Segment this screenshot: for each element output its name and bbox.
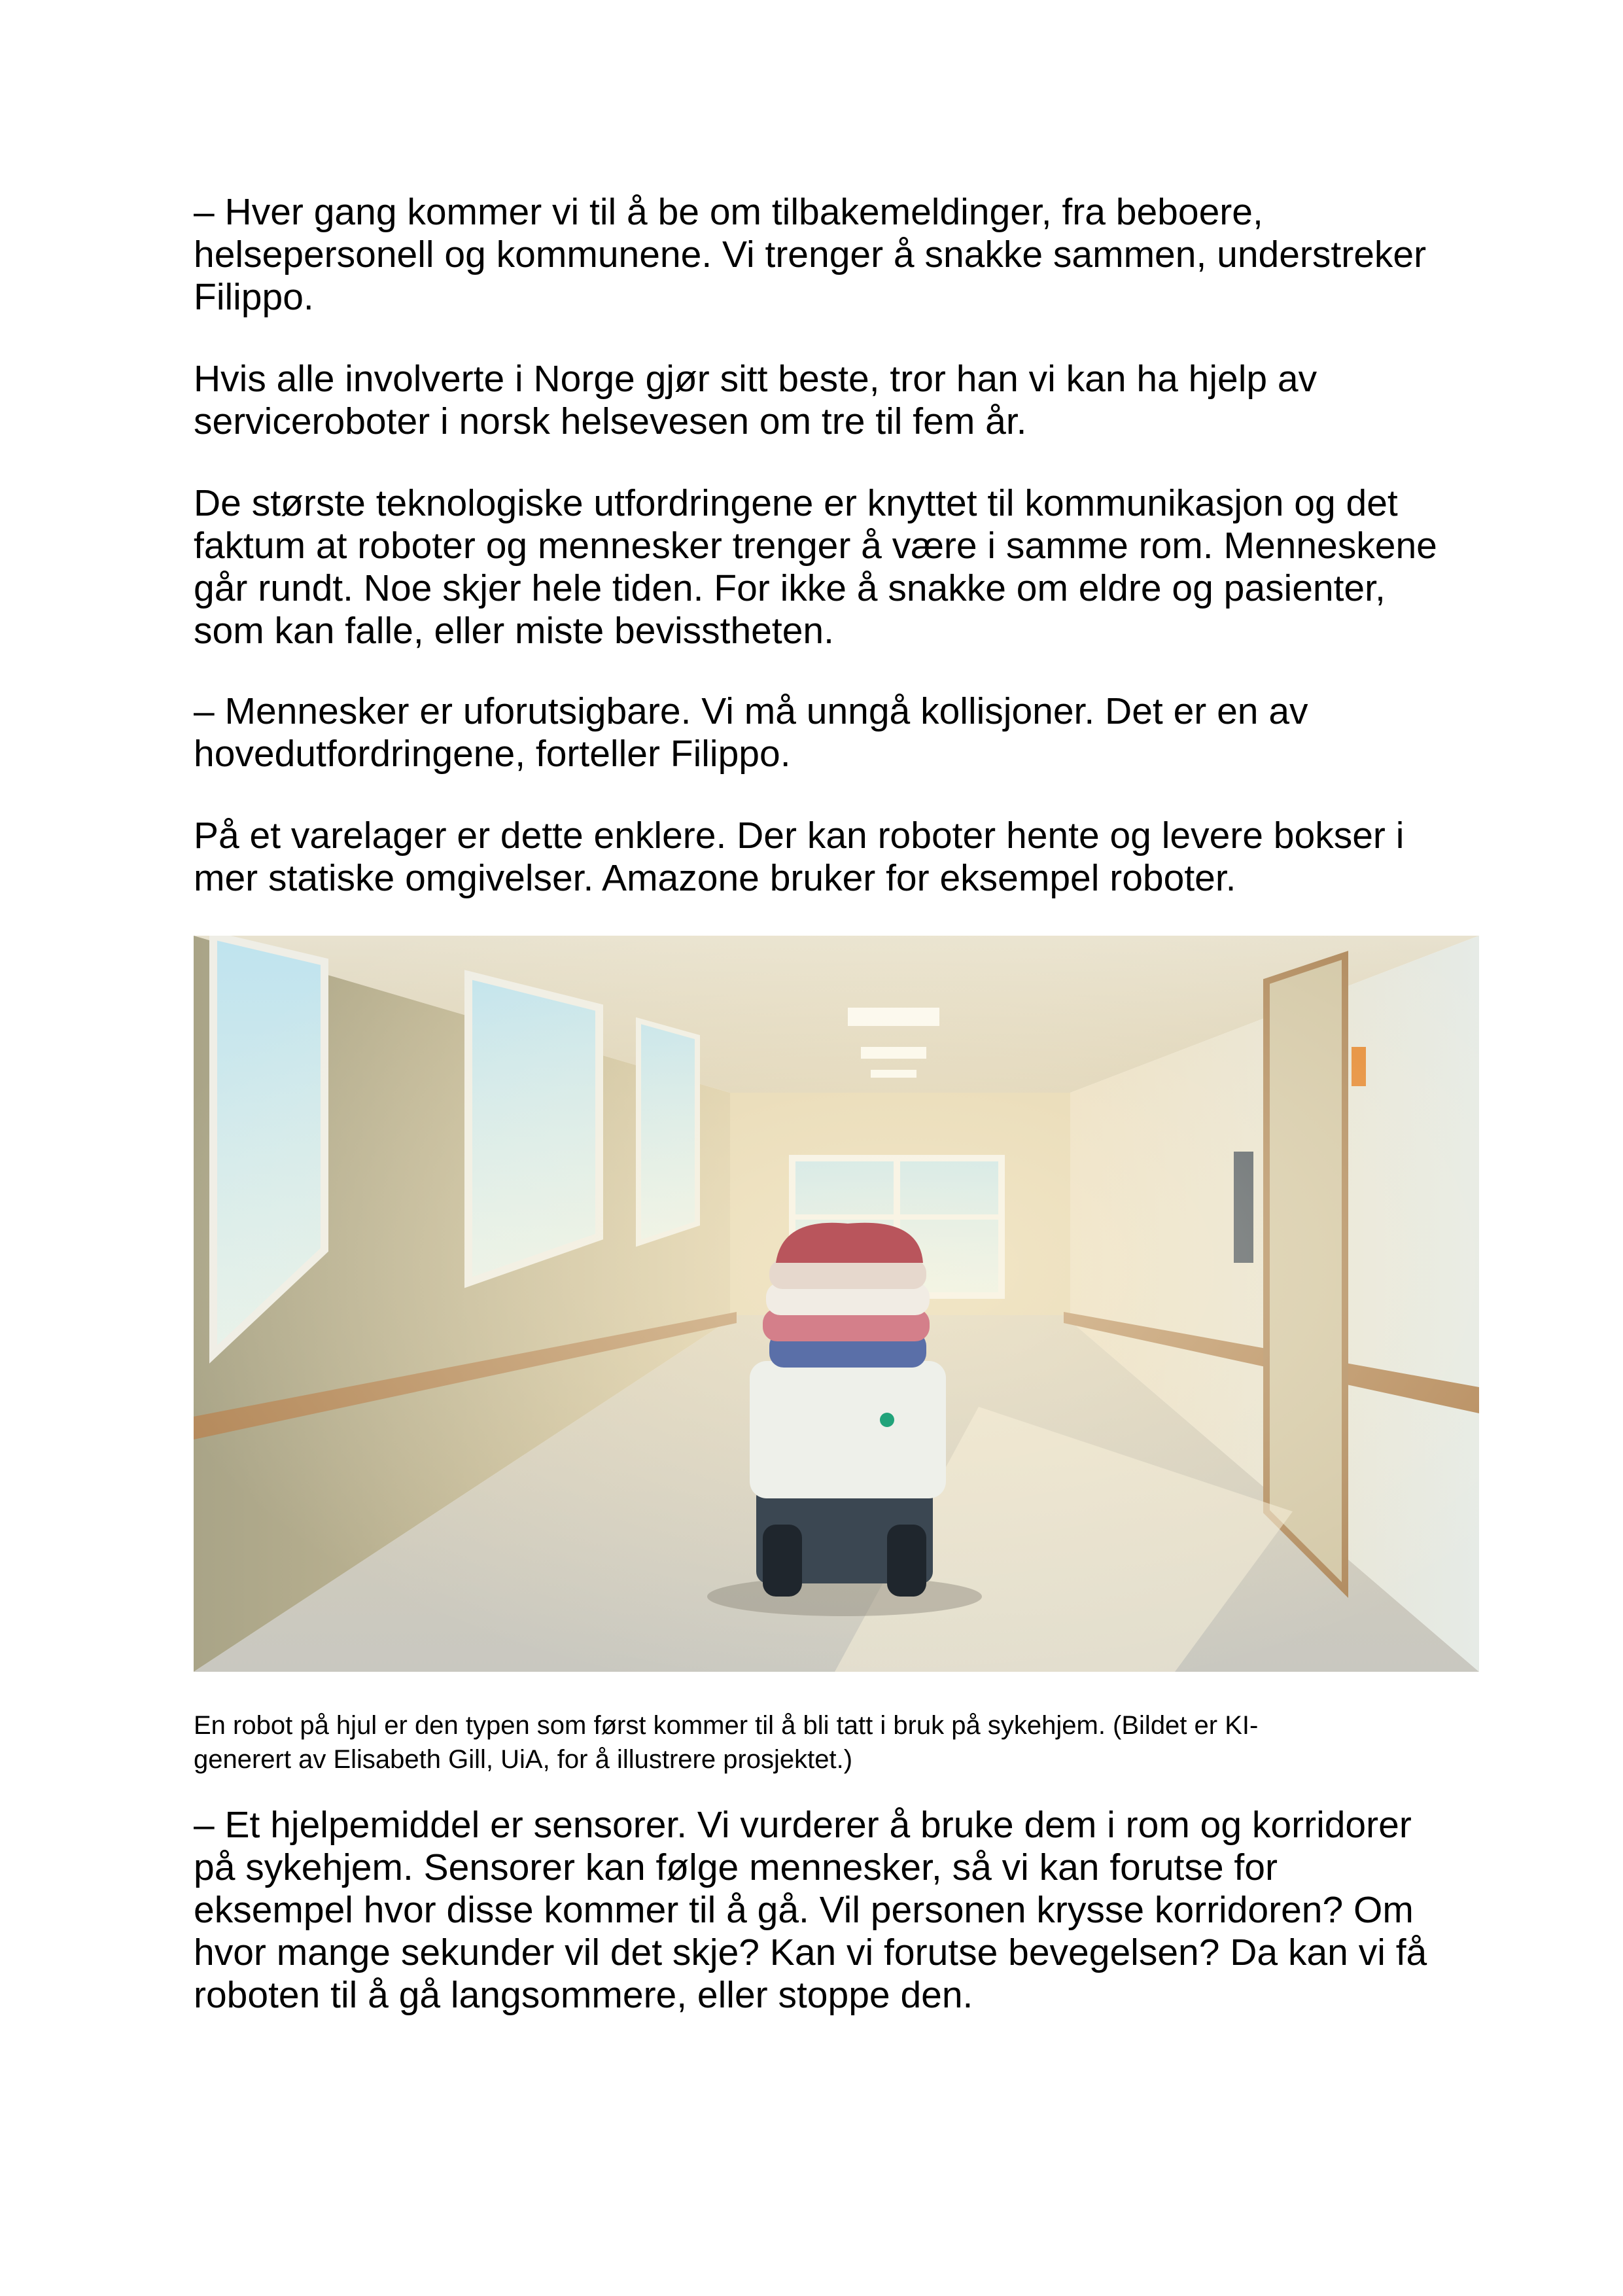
paragraph-timeline: Hvis alle involverte i Norge gjør sitt beste, tror han vi kan ha hjelp av serviceroboter i norsk helsevesen om tre til fem år. bbox=[194, 358, 1318, 442]
paragraph-quote-feedback: – Hver gang kommer vi til å be om tilbakemeldinger, fra beboere, helsepersonell og kommunene. Vi trenger å snakke sammen, understreker Filippo. bbox=[194, 191, 1427, 318]
paragraph-quote-unpredictable: – Mennesker er uforutsigbare. Vi må unngå kollisjoner. Det er en av hovedutfordringene, forteller Filippo. bbox=[194, 690, 1308, 775]
robot-corridor-illustration bbox=[194, 936, 1479, 1672]
paragraph-warehouse: På et varelager er dette enklere. Der kan roboter hente og levere bokser i mer statiske omgivelser. Amazone bruker for eksempel roboter. bbox=[194, 815, 1405, 899]
paragraph-sensors: – Et hjelpemiddel er sensorer. Vi vurderer å bruke dem i rom og korridorer på sykehjem. Sensorer kan følge mennesker, så vi kan forutse for eksempel hvor disse kommer til å gå. Vil personen krysse korridoren? Om hvor mange sekunder vil det skje? Kan vi forutse bevegelsen? Da kan vi få roboten til å gå langsommere, eller stoppe den. bbox=[194, 1804, 1427, 2016]
figure-caption: En robot på hjul er den typen som først kommer til å bli tatt i bruk på sykehjem. (Bildet er KI- generert av Elisabeth Gill, UiA, for å illustrere prosjektet.) bbox=[194, 1711, 1259, 1774]
paragraph-challenges: De største teknologiske utfordringene er knyttet til kommunikasjon og det faktum at roboter og mennesker trenger å være i samme rom. Menneskene går rundt. Noe skjer hele tiden. For ikke å snakke om eldre og pasienter, som kan falle, eller miste bevisstheten. bbox=[194, 482, 1437, 652]
